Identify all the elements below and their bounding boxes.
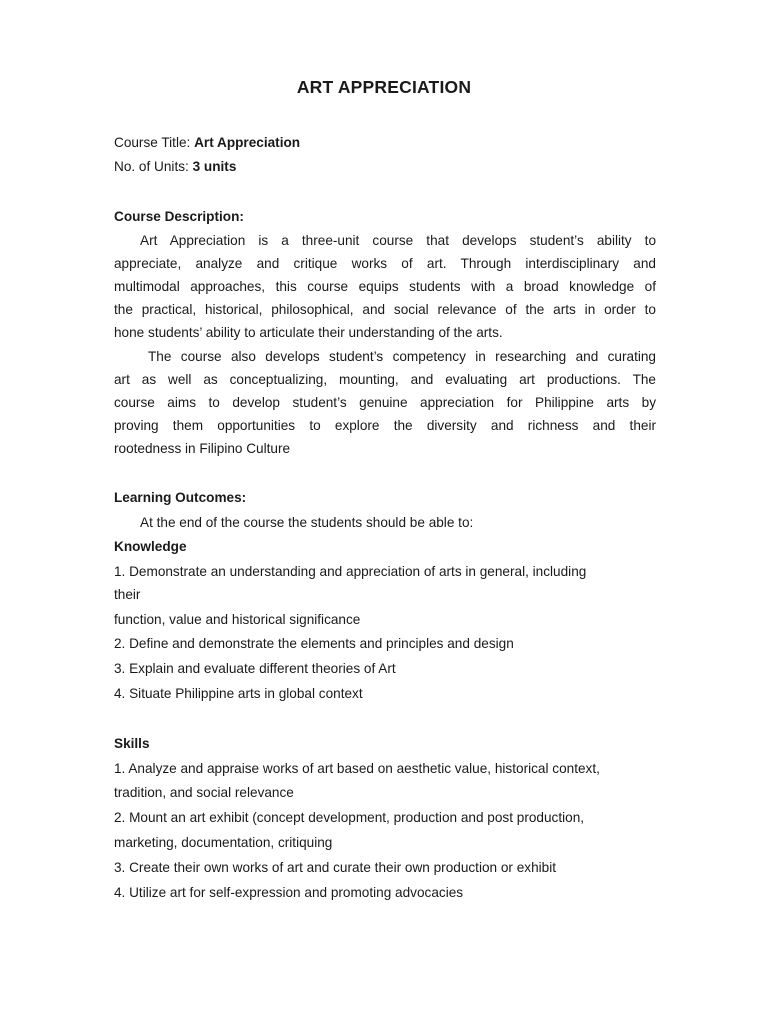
description-p1-line: Art Appreciation is a three-unit course that develops student’s ability to (140, 233, 656, 248)
description-p2-line: proving them opportunities to explore the diversity and richness and their (114, 418, 656, 433)
description-p1-line: appreciate, analyze and critique works of art. Through interdisciplinary and (114, 256, 656, 271)
course-title-value: Art Appreciation (194, 135, 301, 150)
units-label: No. of Units: (114, 159, 189, 174)
outcomes-heading: Learning Outcomes: (114, 490, 247, 505)
knowledge-item: 4. Situate Philippine arts in global context (114, 686, 363, 701)
outcomes-intro: At the end of the course the students should be able to: (140, 515, 474, 530)
skills-item: 3. Create their own works of art and curate their own production or exhibit (114, 860, 557, 875)
units-line (114, 158, 236, 176)
description-p2-line: course aims to develop student’s genuine appreciation for Philippine arts by (114, 395, 656, 410)
skills-item: marketing, documentation, critiquing (114, 835, 333, 850)
skills-item: 1. Analyze and appraise works of art based on aesthetic value, historical context, (114, 761, 600, 776)
knowledge-item: 2. Define and demonstrate the elements and principles and design (114, 636, 514, 651)
description-p2-line: The course also develops student’s competency in researching and curating (148, 349, 656, 364)
knowledge-item: 1. Demonstrate an understanding and appreciation of arts in general, including (114, 564, 587, 579)
description-p1-line: hone students’ ability to articulate their understanding of the arts. (114, 325, 503, 340)
knowledge-item: their (114, 587, 141, 602)
course-title-line (114, 134, 300, 152)
description-p2-line: rootedness in Filipino Culture (114, 441, 291, 456)
description-p2-line: art as well as conceptualizing, mounting, and evaluating art productions. The (114, 372, 656, 387)
units-value: 3 units (192, 159, 237, 174)
knowledge-item: function, value and historical significance (114, 612, 361, 627)
description-p1-line: multimodal approaches, this course equips students with a broad knowledge of (114, 279, 656, 294)
skills-heading: Skills (114, 736, 150, 751)
skills-item: 2. Mount an art exhibit (concept development, production and post production, (114, 810, 585, 825)
course-title-label: Course Title: (114, 135, 191, 150)
skills-item: tradition, and social relevance (114, 785, 294, 800)
skills-item: 4. Utilize art for self-expression and promoting advocacies (114, 885, 464, 900)
description-heading: Course Description: (114, 209, 244, 224)
document-title: ART APPRECIATION (296, 77, 472, 97)
knowledge-item: 3. Explain and evaluate different theories of Art (114, 661, 396, 676)
description-p1-line: the practical, historical, philosophical, and social relevance of the arts in order to (114, 302, 656, 317)
knowledge-heading: Knowledge (114, 539, 187, 554)
